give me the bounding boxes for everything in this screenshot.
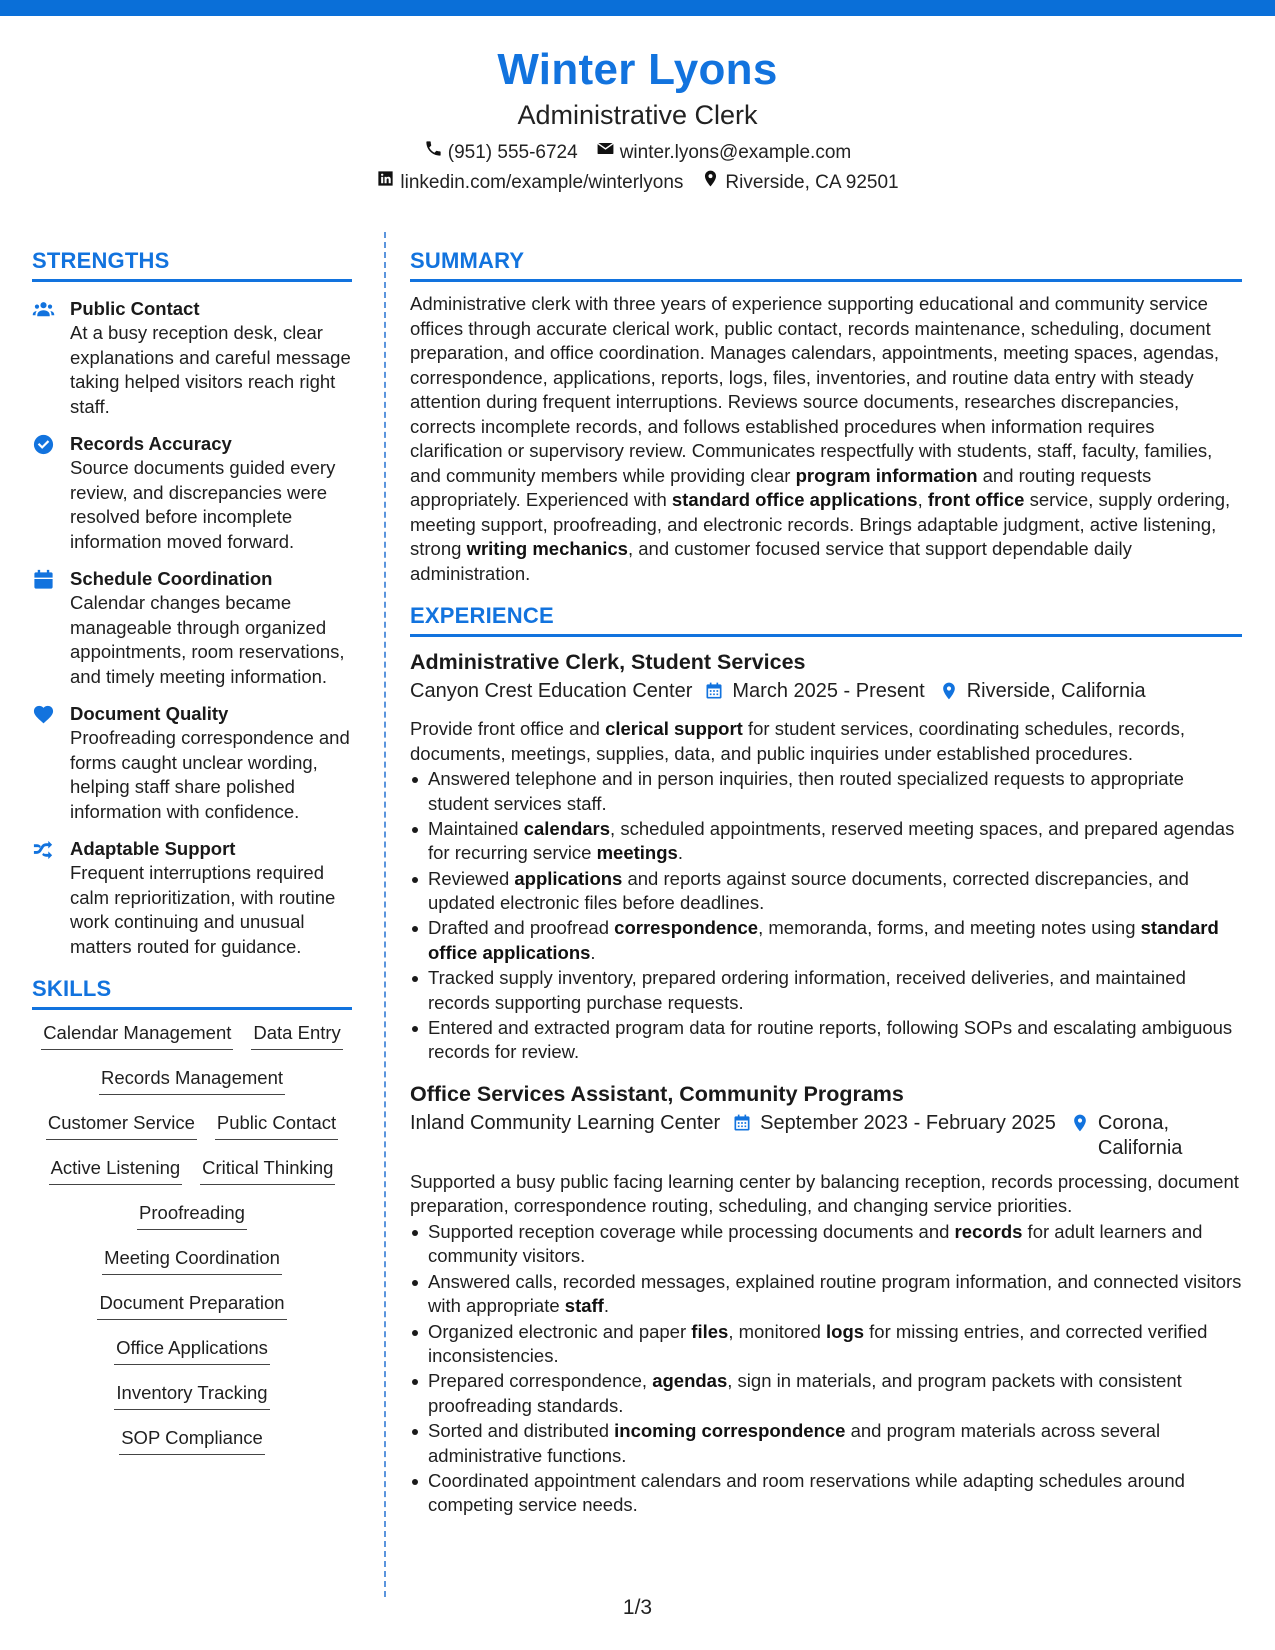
skill-row — [32, 1155, 352, 1200]
strength-item — [32, 296, 352, 419]
strength-item — [32, 566, 352, 689]
job-intro: Supported a busy public facing learning center by balancing reception, records processing, document preparation, correspondence routing, scheduling, and changing service priorities. — [410, 1170, 1239, 1217]
email-text[interactable]: winter.lyons@example.com — [619, 142, 852, 163]
heart-icon — [32, 701, 70, 824]
envelope-icon — [596, 138, 615, 168]
calendar-icon — [732, 1111, 752, 1140]
job-dates — [732, 1111, 1056, 1140]
email-contact[interactable] — [596, 138, 852, 168]
skill-row — [32, 1380, 352, 1425]
strength-item — [32, 701, 352, 824]
job-location — [1070, 1111, 1198, 1161]
location-text: Riverside, CA 92501 — [725, 172, 899, 193]
job-location — [939, 679, 1146, 708]
skill-tag: Inventory Tracking — [114, 1380, 269, 1410]
column-divider — [384, 232, 386, 1597]
strength-title: Adaptable Support — [70, 838, 236, 859]
phone-text: (951) 555-6724 — [447, 142, 578, 163]
job-bullet: Coordinated appointment calendars and room reservations while adapting schedules around competing service needs. — [410, 1469, 1242, 1518]
shuffle-icon — [32, 836, 70, 959]
job-bullet: Tracked supply inventory, prepared ordering information, received deliveries, and maintained records supporting purchase requests. — [410, 966, 1242, 1015]
contact-line-2 — [0, 168, 1275, 198]
map-pin-icon — [939, 679, 959, 708]
summary-paragraph: Administrative clerk with three years of experience supporting educational and community service offices through accurate clerical work, public contact, records maintenance, scheduling, document preparation, and office coordination. Manages calendars, appointments, meeting spaces, agendas, correspondence, applications, reports, logs, files, inventories, and routine data entry with steady attention during frequent interruptions. Reviews source documents, researches discrepancies, corrects incomplete records, and follows established procedures when information requires clarification or supervisory review. Communicates respectfully with students, staff, faculty, families, and community members while providing clear program information and routing requests appropriately. Experienced with standard office applications, front office service, supply ordering, meeting support, proofreading, and electronic records. Brings adaptable judgment, active listening, strong writing mechanics, and customer focused service that support dependable daily administration. — [410, 293, 1231, 584]
skill-row — [32, 1110, 352, 1155]
job-bullet: Organized electronic and paper files, monitored logs for missing entries, and corrected verified inconsistencies. — [410, 1320, 1242, 1369]
job-organization: Inland Community Learning Center — [410, 1111, 721, 1134]
skills-heading: SKILLS — [32, 975, 352, 1010]
page-number: 1/3 — [622, 1596, 653, 1619]
job-bullets — [410, 1220, 1242, 1518]
skill-row — [32, 1200, 352, 1245]
strength-title: Schedule Coordination — [70, 568, 273, 589]
strengths-list — [32, 296, 352, 959]
top-accent-bar — [0, 0, 1275, 16]
job-dates-text: September 2023 - February 2025 — [760, 1111, 1056, 1134]
left-column — [32, 247, 352, 1470]
skill-row — [32, 1290, 352, 1335]
job-title: Office Services Assistant, Community Programs — [410, 1081, 904, 1106]
job-bullet: Answered calls, recorded messages, explained routine program information, and connected visitors with appropriate staff. — [410, 1270, 1242, 1319]
linkedin-icon — [376, 168, 395, 198]
job-title: Administrative Clerk, Student Services — [410, 650, 806, 674]
candidate-name: Winter Lyons — [497, 45, 778, 94]
job-location-text: Corona, California — [1097, 1111, 1183, 1159]
calendar-icon — [32, 566, 70, 689]
skill-tag: Calendar Management — [41, 1020, 233, 1050]
job-meta — [410, 1111, 1242, 1161]
experience-section — [410, 602, 1242, 1518]
skill-row — [32, 1425, 352, 1470]
skill-tag: Records Management — [99, 1065, 285, 1095]
strength-item — [32, 431, 352, 554]
strength-description: At a busy reception desk, clear explanations and careful message taking helped visitors reach right staff. — [70, 322, 351, 417]
skill-tag: Data Entry — [251, 1020, 342, 1050]
strengths-heading: STRENGTHS — [32, 247, 352, 282]
job-bullet: Drafted and proofread correspondence, memoranda, forms, and meeting notes using standard office applications. — [410, 916, 1242, 965]
jobs-list — [410, 647, 1242, 1518]
linkedin-text[interactable]: linkedin.com/example/winterlyons — [400, 172, 684, 193]
candidate-role: Administrative Clerk — [517, 100, 758, 130]
job-entry — [410, 647, 1242, 1065]
job-bullet: Supported reception coverage while processing documents and records for adult learners and community visitors. — [410, 1220, 1242, 1269]
job-bullet: Sorted and distributed incoming correspondence and program materials across several administrative functions. — [410, 1419, 1242, 1468]
job-bullet: Entered and extracted program data for routine reports, following SOPs and escalating ambiguous records for review. — [410, 1016, 1242, 1065]
job-meta — [410, 679, 1242, 708]
strength-title: Document Quality — [70, 703, 229, 724]
strength-item — [32, 836, 352, 959]
job-dates-text: March 2025 - Present — [732, 680, 925, 702]
job-entry — [410, 1079, 1242, 1518]
strength-description: Source documents guided every review, and discrepancies were resolved before incomplete information moved forward. — [70, 457, 336, 552]
job-bullet: Reviewed applications and reports against source documents, corrected discrepancies, and updated electronic files before deadlines. — [410, 867, 1242, 916]
job-dates — [704, 679, 924, 708]
strength-description: Proofreading correspondence and forms caught unclear wording, helping staff share polished information with confidence. — [70, 727, 350, 822]
skill-tag: Document Preparation — [97, 1290, 286, 1320]
skill-tag: Customer Service — [46, 1110, 197, 1140]
job-intro: Provide front office and clerical support for student services, coordinating schedules, records, documents, meetings, supplies, data, and public inquiries under established procedures. — [410, 718, 1185, 764]
skill-row — [32, 1065, 352, 1110]
skill-tag: SOP Compliance — [119, 1425, 265, 1455]
strength-title: Records Accuracy — [70, 433, 232, 454]
strength-title: Public Contact — [70, 298, 200, 319]
map-pin-icon — [1070, 1111, 1090, 1140]
map-pin-icon — [701, 168, 720, 198]
contact-line-1 — [0, 138, 1275, 168]
location-contact — [701, 168, 898, 198]
skill-row — [32, 1020, 352, 1065]
job-organization: Canyon Crest Education Center — [410, 680, 693, 702]
skill-tag: Active Listening — [49, 1155, 183, 1185]
skills-section — [32, 975, 352, 1470]
experience-heading: EXPERIENCE — [410, 602, 1242, 637]
job-location-text: Riverside, California — [966, 680, 1146, 702]
users-icon — [32, 296, 70, 419]
skill-tag: Meeting Coordination — [102, 1245, 282, 1275]
skill-tag: Public Contact — [215, 1110, 338, 1140]
skill-row — [32, 1245, 352, 1290]
job-bullets — [410, 767, 1242, 1065]
summary-heading: SUMMARY — [410, 247, 1242, 282]
phone-contact — [424, 138, 578, 168]
calendar-icon — [704, 679, 724, 708]
job-bullet: Answered telephone and in person inquiries, then routed specialized requests to appropriate student services staff. — [410, 767, 1242, 816]
skills-list — [32, 1020, 352, 1470]
linkedin-contact[interactable] — [376, 168, 683, 198]
right-column — [410, 247, 1242, 1519]
skill-tag: Critical Thinking — [200, 1155, 335, 1185]
skill-row — [32, 1335, 352, 1380]
strength-description: Calendar changes became manageable through organized appointments, room reservations, and timely meeting information. — [70, 592, 345, 687]
skill-tag: Office Applications — [114, 1335, 270, 1365]
phone-icon — [424, 138, 443, 168]
strength-description: Frequent interruptions required calm reprioritization, with routine work continuing and unusual matters routed for guidance. — [70, 862, 336, 957]
skill-tag: Proofreading — [137, 1200, 247, 1230]
job-bullet: Prepared correspondence, agendas, sign in materials, and program packets with consistent proofreading standards. — [410, 1369, 1242, 1418]
job-bullet: Maintained calendars, scheduled appointments, reserved meeting spaces, and prepared agendas for recurring service meetings. — [410, 817, 1242, 866]
resume-header — [0, 42, 1275, 198]
check-circle-icon — [32, 431, 70, 554]
